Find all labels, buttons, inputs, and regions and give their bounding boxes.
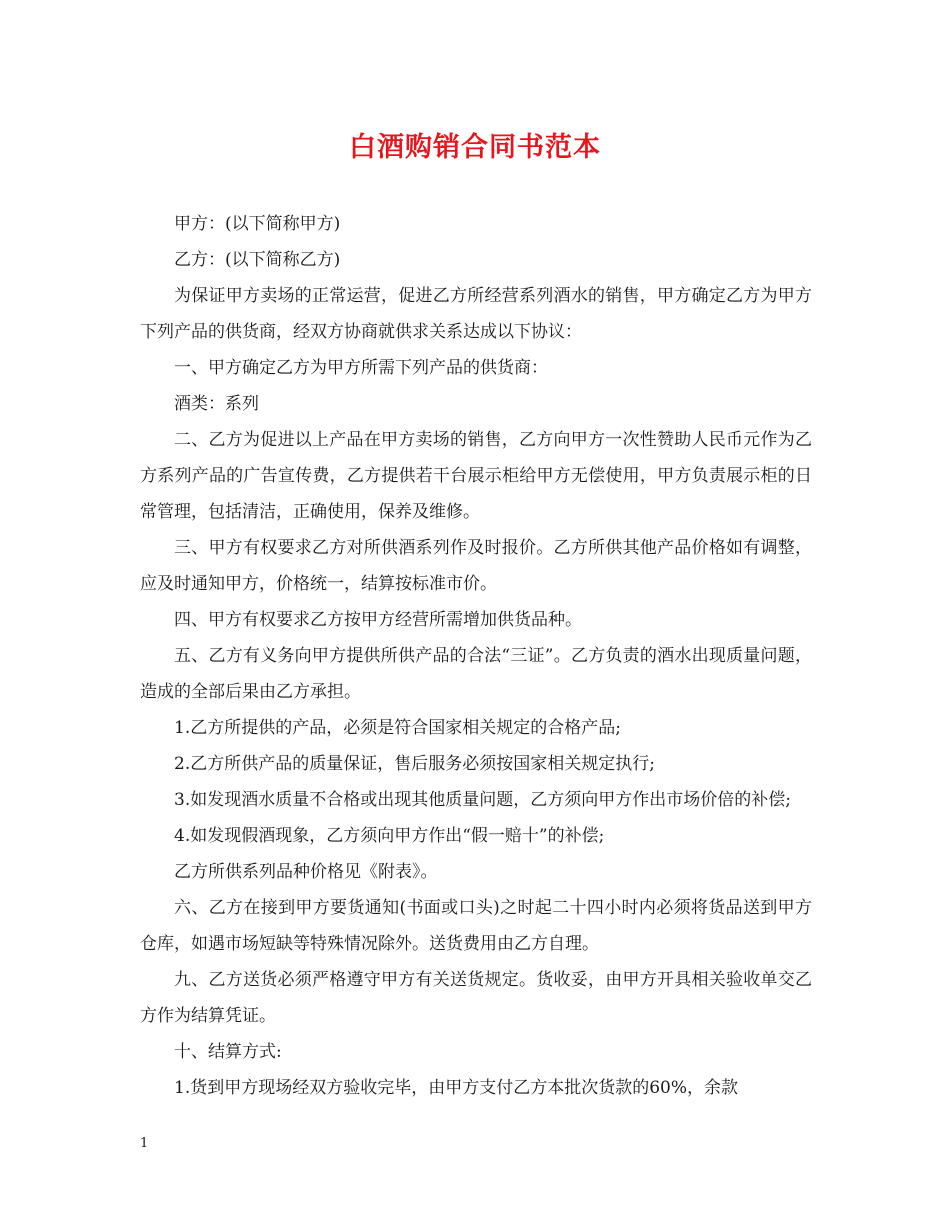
document-body [140, 206, 812, 1106]
paragraph-item-4: 4.如发现假酒现象，乙方须向甲方作出“假一赔十”的补偿; [174, 826, 605, 846]
paragraph-preamble: 为保证甲方卖场的正常运营，促进乙方所经营系列酒水的销售，甲方确定乙方为甲方下列产品的供货商，经双方协商就供求关系达成以下协议： [140, 286, 812, 342]
paragraph-clause-2: 二、乙方为促进以上产品在甲方卖场的销售，乙方向甲方一次性赞助人民币元作为乙方系列产品的广告宣传费，乙方提供若干台展示柜给甲方无偿使用，甲方负责展示柜的日常管理，包括清洁，正确使用，保养及维修。 [140, 430, 812, 522]
paragraph-clause-5: 五、乙方有义务向甲方提供所供产品的合法“三证”。乙方负责的酒水出现质量问题，造成的全部后果由乙方承担。 [140, 646, 812, 702]
document-title: 白酒购销合同书范本 [349, 132, 601, 163]
paragraph-clause-6: 六、乙方在接到甲方要货通知(书面或口头)之时起二十四小时内必须将货品送到甲方仓库，如遇市场短缺等特殊情况除外。送货费用由乙方自理。 [140, 898, 812, 954]
paragraph-party-b: 乙方：(以下简称乙方) [174, 250, 341, 270]
paragraph-clause-10: 十、结算方式: [174, 1042, 282, 1062]
page-number: 1 [140, 1136, 149, 1151]
paragraph-liquor-type: 酒类：系列 [174, 394, 259, 414]
paragraph-clause-4: 四、甲方有权要求乙方按甲方经营所需增加供货品种。 [174, 610, 582, 630]
paragraph-item-3: 3.如发现酒水质量不合格或出现其他质量问题，乙方须向甲方作出市场价倍的补偿; [174, 790, 791, 810]
paragraph-settlement-1: 1.货到甲方现场经双方验收完毕，由甲方支付乙方本批次货款的60%，余款 [174, 1078, 739, 1098]
paragraph-clause-1: 一、甲方确定乙方为甲方所需下列产品的供货商： [174, 358, 548, 378]
paragraph-party-a: 甲方：(以下简称甲方) [174, 214, 341, 234]
paragraph-item-1: 1.乙方所提供的产品，必须是符合国家相关规定的合格产品; [174, 718, 621, 738]
paragraph-price-list: 乙方所供系列品种价格见《附表》。 [174, 862, 438, 882]
paragraph-clause-3: 三、甲方有权要求乙方对所供酒系列作及时报价。乙方所供其他产品价格如有调整，应及时通知甲方，价格统一，结算按标准市价。 [140, 538, 812, 594]
paragraph-item-2: 2.乙方所供产品的质量保证，售后服务必须按国家相关规定执行; [174, 754, 655, 774]
paragraph-clause-9: 九、乙方送货必须严格遵守甲方有关送货规定。货收妥，由甲方开具相关验收单交乙方作为结算凭证。 [140, 970, 812, 1026]
